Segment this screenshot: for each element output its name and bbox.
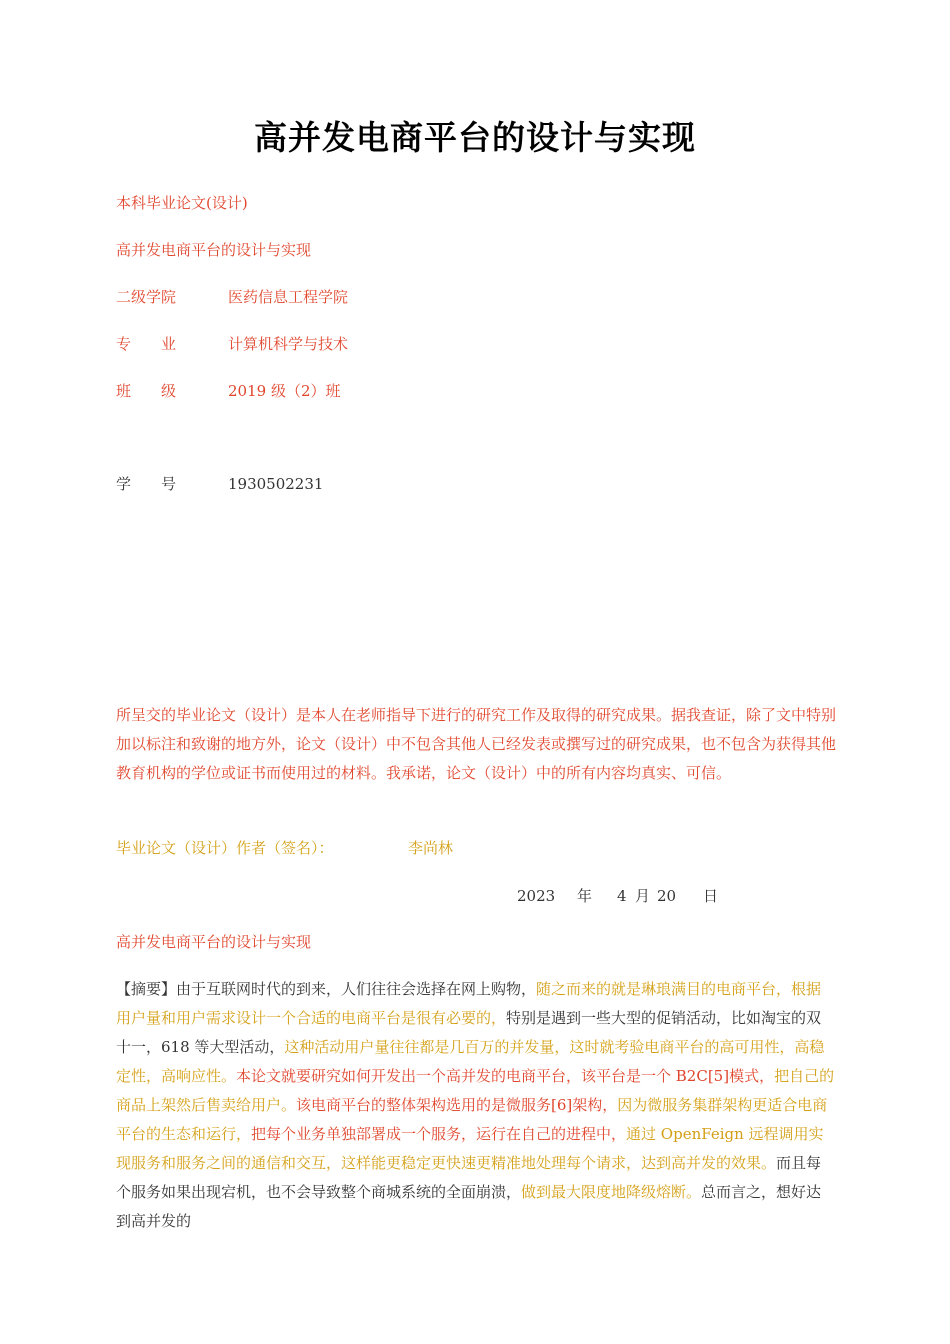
abstract-segment: 通过 OpenFeign 远程调用实现服务和服务之间的通信和交互，这样能更稳定更快速更精准地处理每个请求，达到高并发的效果。 <box>116 1125 824 1172</box>
field-label: 专 业 <box>116 335 177 353</box>
signature-name: 李尚林 <box>408 839 454 857</box>
field-class <box>116 381 341 401</box>
signature-date <box>517 885 718 906</box>
date-year: 2023 <box>517 887 556 905</box>
date-year-unit: 年 <box>577 887 593 905</box>
abstract-segment: 做到最大限度地降级熔断。 <box>521 1183 702 1201</box>
field-value: 2019 级（2）班 <box>228 382 341 400</box>
declaration-text: 所呈交的毕业论文（设计）是本人在老师指导下进行的研究工作及取得的研究成果。据我查证，除了文中特别加以标注和致谢的地方外，论文（设计）中不包含其他人已经发表或撰写过的研究成果，也不包含为获得其他教育机构的学位或证书而使用过的材料。我承诺，论文（设计）中的所有内容均真实、可信。 <box>116 706 837 782</box>
document-title: 高并发电商平台的设计与实现 <box>254 118 696 157</box>
field-label: 学 号 <box>116 475 177 493</box>
field-value: 医药信息工程学院 <box>228 288 349 306</box>
field-student-id <box>116 474 323 494</box>
field-college <box>116 287 348 307</box>
signature-label: 毕业论文（设计）作者（签名）： <box>116 839 334 857</box>
abstract-heading: 高并发电商平台的设计与实现 <box>116 933 312 951</box>
abstract-segment: 该电商平台的整体架构选用的是微服务[6]架构， <box>296 1096 618 1114</box>
abstract-segment: 本论文就要研究如何开发出一个高并发的电商平台，该平台是一个 B2C[5]模式， <box>236 1067 775 1085</box>
date-month: 4 <box>617 887 627 905</box>
field-value: 1930502231 <box>228 475 324 493</box>
abstract-segment: 总而言之，想好达到高并发的 <box>116 1183 822 1230</box>
abstract-segment: 这种活动用户量往往都是几百万的并发量，这时就考验电商平台的高可用性，高稳定性，高响应性。 <box>116 1038 825 1085</box>
abstract-segment: 随之而来的就是琳琅满目的电商平台，根据用户量和用户需求设计一个合适的电商平台是很有必要的， <box>116 980 822 1027</box>
abstract-segment: 而且每个服务如果出现宕机，也不会导致整个商城系统的全面崩溃， <box>116 1154 822 1201</box>
abstract-segment: 【摘要】由于互联网时代的到来，人们往往会选择在网上购物， <box>116 980 537 998</box>
abstract-segment: 把自己的商品上架然后售卖给用户。 <box>116 1067 835 1114</box>
field-label: 二级学院 <box>116 288 177 306</box>
date-day-unit: 日 <box>703 887 719 905</box>
date-month-unit: 月 <box>635 887 651 905</box>
thesis-type: 本科毕业论文(设计) <box>116 194 248 212</box>
date-day: 20 <box>657 887 677 905</box>
thesis-title: 高并发电商平台的设计与实现 <box>116 241 312 259</box>
field-major <box>116 334 348 354</box>
abstract-body <box>116 975 836 1236</box>
abstract-segment: 因为微服务集群架构更适合电商平台的生态和运行， <box>116 1096 828 1143</box>
field-label: 班 级 <box>116 382 177 400</box>
abstract-segment: 把每个业务单独部署成一个服务，运行在自己的进程中， <box>251 1125 627 1143</box>
field-value: 计算机科学与技术 <box>228 335 349 353</box>
abstract-segment: 特别是遇到一些大型的促销活动，比如淘宝的双十一，618 等大型活动， <box>116 1009 822 1056</box>
signature-line <box>116 838 453 858</box>
